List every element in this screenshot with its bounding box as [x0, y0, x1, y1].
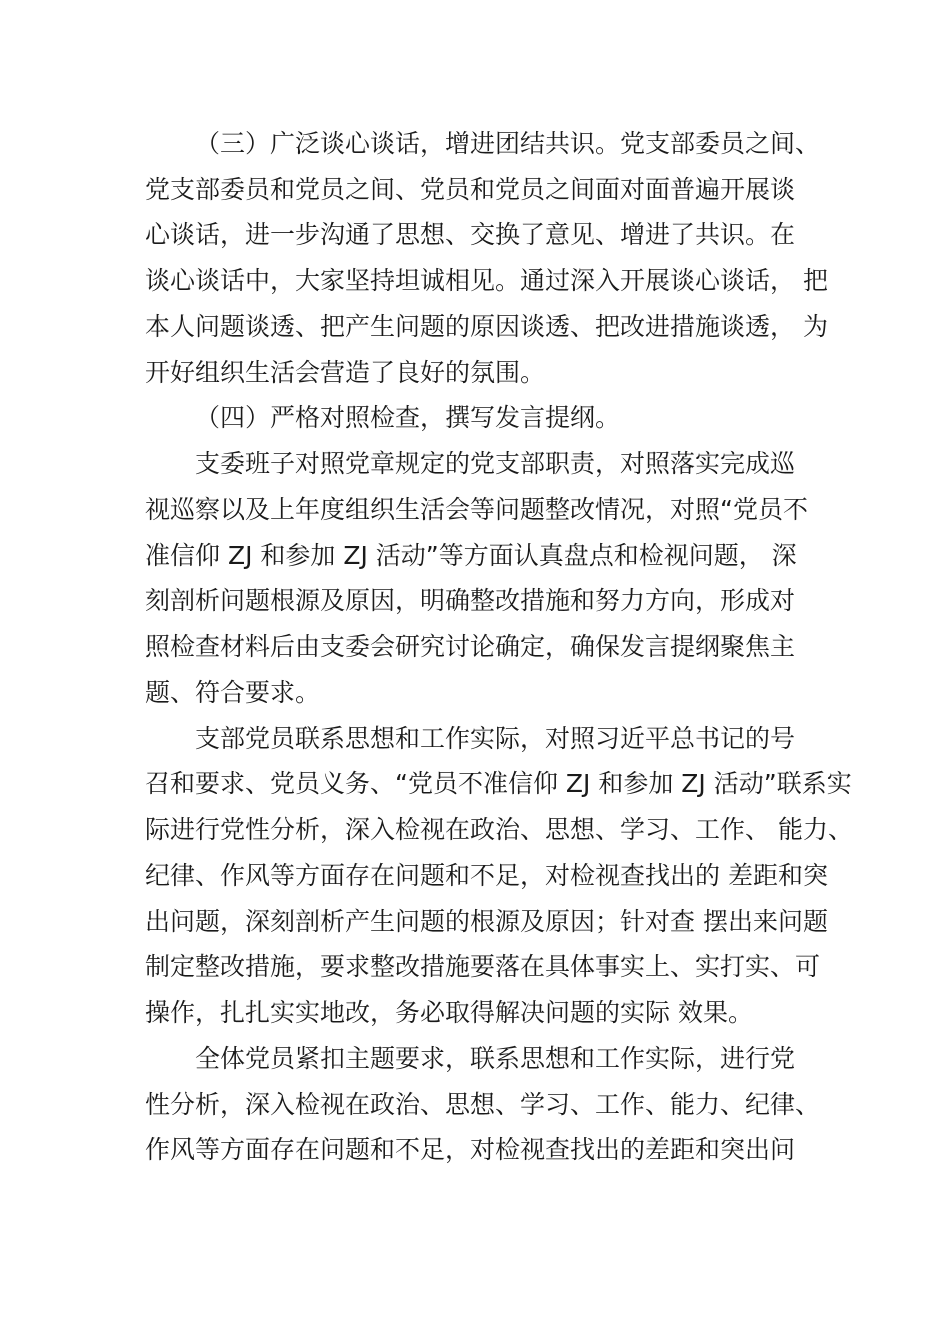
paragraph-line: 全体党员紧扣主题要求，联系思想和工作实际，进行党 [195, 1044, 796, 1073]
paragraph-line: 照检查材料后由支委会研究讨论确定，确保发言提纲聚焦主 [145, 632, 796, 661]
paragraph-line: 刻剖析问题根源及原因，明确整改措施和努力方向，形成对 [145, 586, 796, 615]
section-heading: （四）严格对照检查，撰写发言提纲。 [195, 403, 621, 432]
paragraph-line: 准信仰 ZJ 和参加 ZJ 活动”等方面认真盘点和检视问题， 深 [145, 541, 797, 570]
paragraph-line: 操作，扎扎实实地改，务必取得解决问题的实际 效果。 [145, 998, 753, 1027]
paragraph-line: 纪律、作风等方面存在问题和不足，对检视查找出的 差距和突 [145, 861, 828, 890]
paragraph-line: 开好组织生活会营造了良好的氛围。 [145, 358, 546, 387]
paragraph-line: 心谈话，进一步沟通了思想、交换了意见、增进了共识。在 [145, 220, 796, 249]
paragraph-line: 作风等方面存在问题和不足，对检视查找出的差距和突出问 [145, 1135, 796, 1164]
paragraph-line: 召和要求、党员义务、“党员不准信仰 ZJ 和参加 ZJ 活动”联系实 [145, 769, 852, 798]
paragraph-line: 视巡察以及上年度组织生活会等问题整改情况，对照“党员不 [145, 495, 808, 524]
paragraph-line: 题、符合要求。 [145, 678, 321, 707]
paragraph-line: 本人问题谈透、把产生问题的原因谈透、把改进措施谈透， 为 [145, 312, 828, 341]
paragraph-line: 制定整改措施，要求整改措施要落在具体事实上、实打实、可 [145, 952, 821, 981]
paragraph-line: 支部党员联系思想和工作实际，对照习近平总书记的号 [195, 724, 796, 753]
paragraph-line: 性分析，深入检视在政治、思想、学习、工作、能力、纪律、 [145, 1090, 821, 1119]
paragraph-line: 支委班子对照党章规定的党支部职责，对照落实完成巡 [195, 449, 796, 478]
paragraph-line: （三）广泛谈心谈话，增进团结共识。党支部委员之间、 [195, 129, 821, 158]
paragraph-line: 谈心谈话中，大家坚持坦诚相见。通过深入开展谈心谈话， 把 [145, 266, 828, 295]
paragraph-line: 党支部委员和党员之间、党员和党员之间面对面普遍开展谈 [145, 175, 796, 204]
paragraph-line: 际进行党性分析，深入检视在政治、思想、学习、工作、 能力、 [145, 815, 853, 844]
paragraph-line: 出问题，深刻剖析产生问题的根源及原因；针对查 摆出来问题 [145, 907, 828, 936]
